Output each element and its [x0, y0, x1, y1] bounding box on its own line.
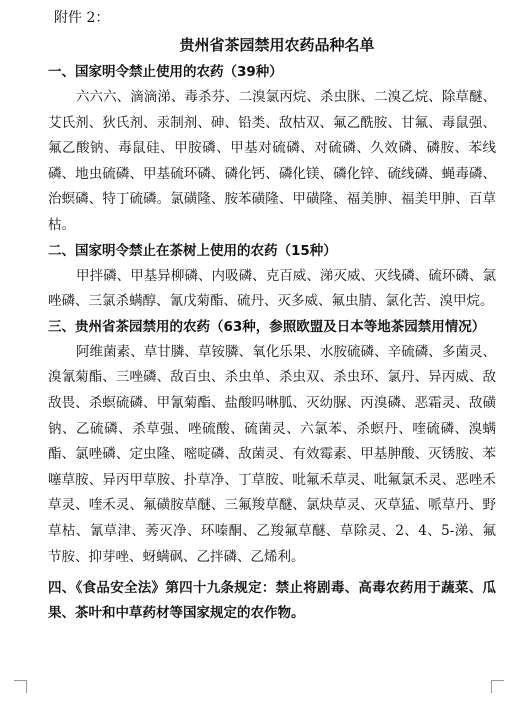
section-heading: 二、国家明令禁止在茶树上使用的农药（15种）: [48, 242, 337, 259]
attachment-label: 附件 2：: [54, 10, 110, 26]
document-title: 贵州省茶园禁用农药品种名单: [179, 36, 375, 54]
section-heading: 三、贵州省茶园禁用的农药（63种，参照欧盟及日本等地茶园禁用情况）: [48, 318, 486, 335]
page-corner-mark: [14, 680, 27, 693]
section-heading: 一、国家明令禁止使用的农药（39种）: [48, 64, 283, 80]
section-body: 阿维菌素、草甘膦、草铵膦、氧化乐果、水胺硫磷、辛硫磷、多菌灵、溴氰菊酯、三唑磷、敌百虫、杀虫单、杀虫双、杀虫环、氯丹、异丙威、敌敌畏、杀螟硫磷、甲氰菊酯、盐酸吗啉胍、灭幼脲、丙溴磷、恶霜灵、敌磺钠、乙硫磷、杀草强、唑硫酸、硫菌灵、六氯苯、杀螟丹、喹硫磷、溴螨酯、氯唑磷、定虫隆、嘧啶磷、敌菌灵、有效霉素、甲基胂酸、灭锈胺、苯噻草胺、异丙甲草胺、扑草净、丁草胺、吡氟禾草灵、吡氟氯禾灵、恶唑禾草灵、喹禾灵、氟磺胺草醚、三氟羧草醚、氯炔草灵、灭草猛、哌草丹、野草枯、氰草津、莠灭净、环嗪酮、乙羧氟草醚、草除灵、2、4、5-涕、氟节胺、抑芽唑、蚜螨砜、乙拌磷、乙烯利。: [48, 343, 496, 565]
page-corner-mark: [491, 680, 504, 693]
section-national-banned: [48, 60, 496, 239]
section-body: 甲拌磷、甲基异柳磷、内吸磷、克百威、涕灭威、灭线磷、硫环磷、氯唑磷、三氯杀螨醇、氰戊菊酯、硫丹、灭多威、氟虫腈、氯化苦、溴甲烷。: [48, 267, 496, 310]
food-safety-law-statement: 四、《食品安全法》第四十九条规定：禁止将剧毒、高毒农药用于蔬菜、瓜果、茶叶和中草药材等国家规定的农作物。: [48, 580, 496, 622]
section-guizhou-banned: [48, 315, 496, 570]
section-tea-banned: [48, 239, 496, 315]
section-body: 六六六、滴滴涕、毒杀芬、二溴氯丙烷、杀虫脒、二溴乙烷、除草醚、艾氏剂、狄氏剂、汞制剂、砷、铅类、敌枯双、氟乙酰胺、甘氟、毒鼠强、氟乙酸钠、毒鼠硅、甲胺磷、甲基对硫磷、对硫磷、久效磷、磷胺、苯线磷、地虫硫磷、甲基硫环磷、磷化钙、磷化镁、磷化锌、硫线磷、蝇毒磷、治螟磷、特丁硫磷。氯磺隆、胺苯磺隆、甲磺隆、福美胂、福美甲胂、百草枯。: [48, 89, 496, 233]
